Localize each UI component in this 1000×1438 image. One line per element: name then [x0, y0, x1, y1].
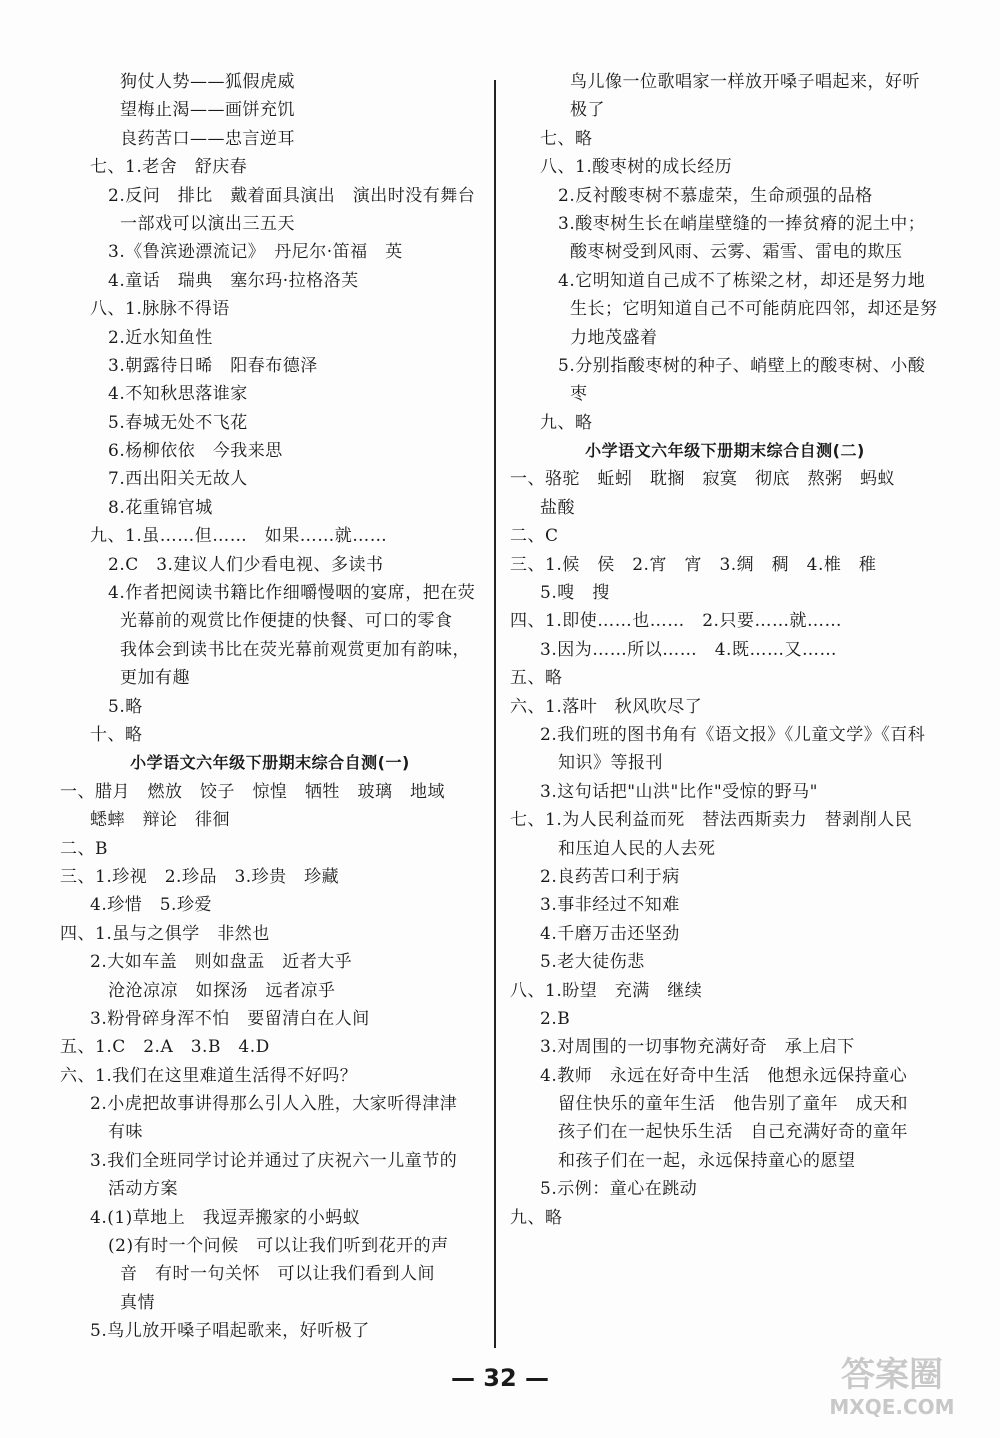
answer-line: 一、骆驼 蚯蚓 耽搁 寂寞 彻底 熬粥 蚂蚁: [510, 469, 895, 490]
answer-line: 五、1.C 2.A 3.B 4.D: [60, 1037, 270, 1058]
answer-line: 留住快乐的童年生活 他告别了童年 成天和: [558, 1094, 908, 1115]
answer-line: 2.良药苦口利于病: [540, 866, 680, 887]
answer-line: 枣: [570, 384, 588, 405]
answer-line: 5.老大徒伤悲: [540, 952, 645, 973]
answer-line: 八、1.脉脉不得语: [90, 299, 230, 320]
answer-line: 7.西出阳关无故人: [108, 469, 248, 490]
answer-line: (2)有时一个问候 可以让我们听到花开的声: [108, 1236, 449, 1257]
answer-line: 4.珍惜 5.珍爱: [90, 895, 212, 916]
answer-line: 五、略: [510, 668, 563, 689]
answer-line: 音 有时一句关怀 可以让我们看到人间: [120, 1264, 435, 1285]
answer-line: 4.(1)草地上 我逗弄搬家的小蚂蚁: [90, 1207, 361, 1228]
answer-line: 2.C 3.建议人们少看电视、多读书: [108, 554, 384, 575]
answer-line: 一部戏可以演出三五天: [120, 213, 295, 234]
answer-line: 6.杨柳依依 今我来思: [108, 441, 283, 462]
answer-line: 3.粉骨碎身浑不怕 要留清白在人间: [90, 1008, 370, 1029]
answer-line: 有味: [108, 1122, 143, 1143]
answer-line: 3.对周围的一切事物充满好奇 承上启下: [540, 1037, 855, 1058]
answer-line: 4.千磨万击还坚劲: [540, 923, 680, 944]
answer-line: 活动方案: [108, 1179, 178, 1200]
answer-line: 更加有趣: [120, 668, 190, 689]
answer-line: 力地茂盛着: [570, 327, 658, 348]
answer-line: 四、1.即使……也…… 2.只要……就……: [510, 611, 842, 632]
answer-line: 3.朝露待日晞 阳春布德泽: [108, 355, 318, 376]
answer-line: 六、1.我们在这里难道生活得不好吗？: [60, 1065, 358, 1086]
answer-line: 盐酸: [540, 497, 575, 518]
answer-line: 鸟儿像一位歌唱家一样放开嗓子唱起来，好听: [570, 72, 920, 92]
answer-line: 望梅止渴——画饼充饥: [120, 100, 295, 121]
answer-line: 5.分别指酸枣树的种子、峭壁上的酸枣树、小酸: [558, 355, 926, 376]
answer-line: 2.近水知鱼性: [108, 327, 213, 348]
answer-line: 8.花重锦官城: [108, 497, 213, 518]
answer-line: 3.我们全班同学讨论并通过了庆祝六一儿童节的: [90, 1150, 458, 1171]
answer-line: 2.大如车盖 则如盘盂 近者大乎: [90, 952, 353, 973]
answer-line: 5.嗖 搜: [540, 583, 610, 604]
answer-line: 沧沧凉凉 如探汤 远者凉乎: [108, 980, 336, 1001]
answer-line: 3.这句话把"山洪"比作"受惊的野马": [540, 781, 818, 802]
answer-line: 三、1.候 侯 2.宵 宵 3.绸 稠 4.椎 稚: [510, 554, 877, 575]
section-heading: 小学语文六年级下册期末综合自测(二): [585, 441, 865, 461]
page-number: — 32 —: [450, 1364, 550, 1392]
answer-line: 3.《鲁滨逊漂流记》 丹尼尔·笛福 英: [108, 242, 403, 263]
answer-line: 4.它明知道自己成不了栋梁之材，却还是努力地: [558, 270, 926, 291]
answer-line: 4.教师 永远在好奇中生活 他想永远保持童心: [540, 1065, 908, 1086]
answer-line: 5.示例：童心在跳动: [540, 1179, 698, 1200]
answer-line: 和孩子们在一起，永远保持童心的愿望: [558, 1150, 856, 1171]
answer-line: 和压迫人民的人去死: [558, 838, 716, 859]
answer-line: 八、1.酸枣树的成长经历: [540, 157, 733, 178]
answer-line: 3.酸枣树生长在峭崖壁缝的一捧贫瘠的泥土中；: [558, 213, 926, 234]
answer-line: 九、略: [510, 1207, 563, 1228]
column-divider: [494, 80, 496, 1348]
answer-line: 光幕前的观赏比作便捷的快餐、可口的零食: [120, 611, 453, 632]
answer-line: 九、略: [540, 412, 593, 433]
answer-line: 3.事非经过不知难: [540, 895, 680, 916]
watermark-url: MXQE.COM: [829, 1395, 955, 1419]
answer-line: 2.反衬酸枣树不慕虚荣，生命顽强的品格: [558, 185, 873, 206]
right-column: [510, 68, 940, 1232]
answer-line: 七、略: [540, 128, 593, 149]
answer-line: 4.童话 瑞典 塞尔玛·拉格洛芙: [108, 270, 359, 291]
answer-line: 2.B: [540, 1008, 571, 1029]
answer-line: 生长；它明知道自己不可能荫庇四邻，却还是努: [570, 299, 938, 320]
answer-line: 我体会到读书比在荧光幕前观赏更加有韵味，: [120, 639, 470, 660]
answer-line: 5.略: [108, 696, 143, 717]
answer-line: 知识》等报刊: [558, 753, 663, 774]
answer-line: 狗仗人势——狐假虎威: [120, 72, 295, 92]
answer-line: 酸枣树受到风雨、云雾、霜雪、雷电的欺压: [570, 242, 903, 263]
answer-line: 孩子们在一起快乐生活 自己充满好奇的童年: [558, 1122, 908, 1143]
answer-line: 3.因为……所以…… 4.既……又……: [540, 639, 837, 660]
answer-line: 4.不知秋思落谁家: [108, 384, 248, 405]
answer-line: 四、1.虽与之俱学 非然也: [60, 923, 270, 944]
answer-line: 十、略: [90, 724, 143, 745]
answer-line: 七、1.老舍 舒庆春: [90, 157, 248, 178]
section-heading: 小学语文六年级下册期末综合自测(一): [130, 753, 410, 773]
watermark-logo: [800, 1348, 984, 1422]
answer-line: 2.小虎把故事讲得那么引人入胜，大家听得津津: [90, 1094, 458, 1115]
answer-line: 2.我们班的图书角有《语文报》《儿童文学》《百科: [540, 724, 926, 745]
answer-line: 六、1.落叶 秋风吹尽了: [510, 696, 703, 717]
answer-line: 八、1.盼望 充满 继续: [510, 980, 703, 1001]
answer-line: 2.反问 排比 戴着面具演出 演出时没有舞台: [108, 185, 476, 206]
answer-line: 二、B: [60, 838, 108, 859]
answer-line: 5.鸟儿放开嗓子唱起歌来，好听极了: [90, 1321, 370, 1342]
answer-line: 二、C: [510, 526, 559, 547]
answer-line: 七、1.为人民利益而死 替法西斯卖力 替剥削人民: [510, 810, 913, 831]
answer-line: 九、1.虽……但…… 如果……就……: [90, 526, 388, 547]
answer-line: 极了: [570, 100, 605, 121]
answer-line: 一、腊月 燃放 饺子 惊惶 牺牲 玻璃 地域: [60, 781, 445, 802]
answer-line: 5.春城无处不飞花: [108, 412, 248, 433]
answer-line: 蟋蟀 辩论 徘徊: [90, 810, 230, 831]
answer-line: 良药苦口——忠言逆耳: [120, 128, 295, 149]
answer-line: 三、1.珍视 2.珍品 3.珍贵 珍藏: [60, 866, 340, 887]
answer-line: 真情: [120, 1292, 155, 1313]
answer-line: 4.作者把阅读书籍比作细嚼慢咽的宴席，把在荧: [108, 583, 476, 604]
left-column: [60, 68, 480, 1346]
watermark-logo-text: 答案圈: [841, 1355, 943, 1395]
